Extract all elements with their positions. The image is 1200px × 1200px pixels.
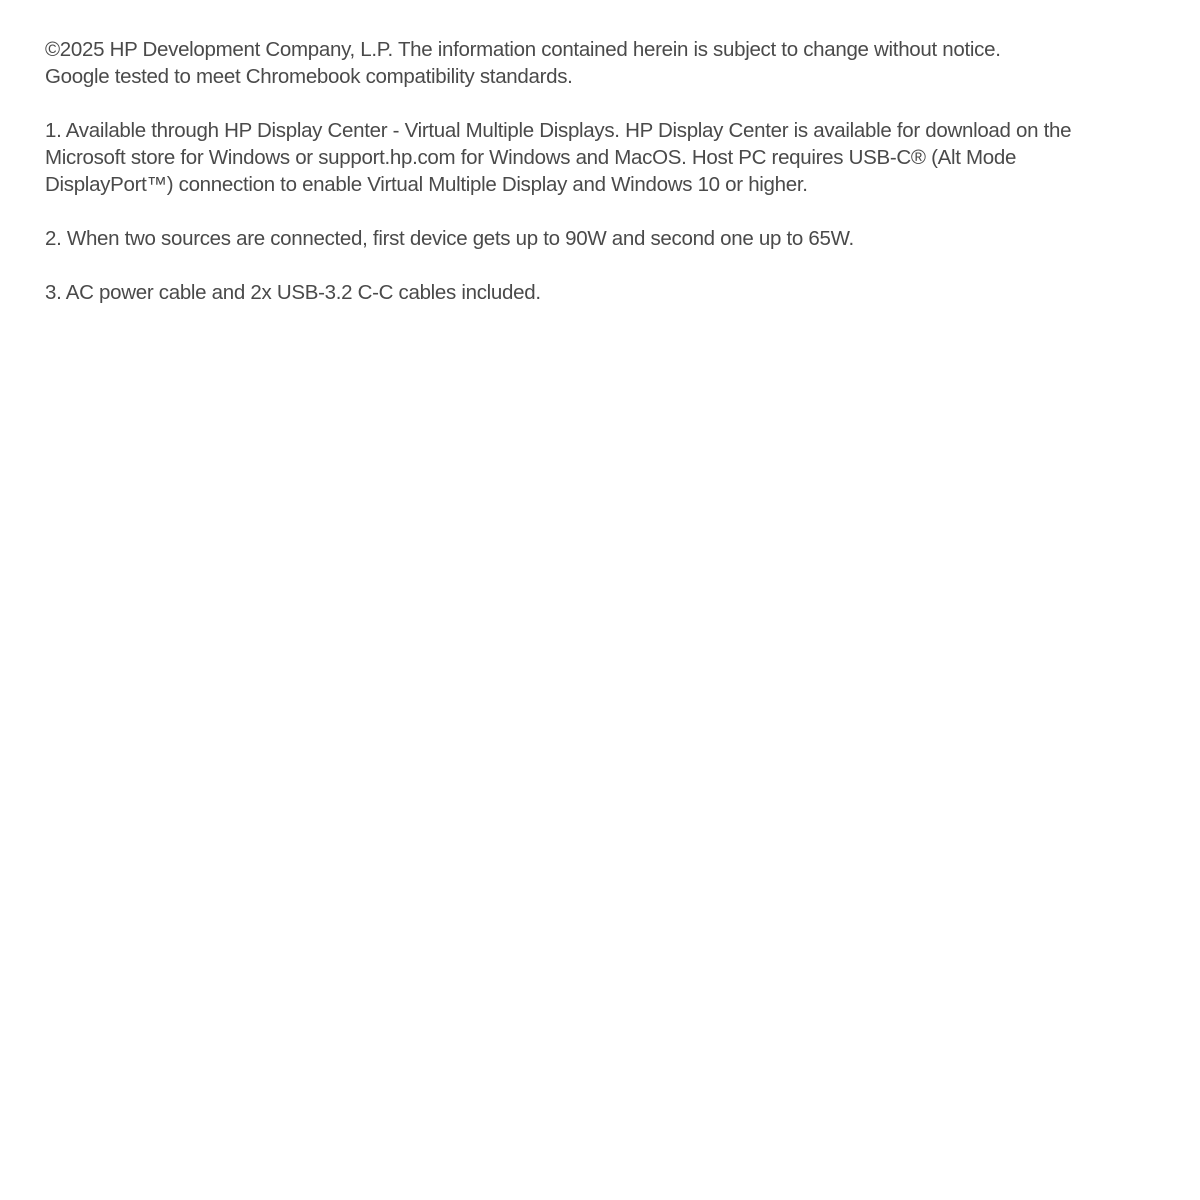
- footnote-2: [45, 225, 1170, 252]
- footnote-2-line-1: 2. When two sources are connected, first device gets up to 90W and second one up to 65W.: [45, 227, 854, 250]
- copyright-line: ©2025 HP Development Company, L.P. The information contained herein is subject to change without notice.: [45, 38, 1001, 61]
- footnote-1-line-3: DisplayPort™) connection to enable Virtual Multiple Display and Windows 10 or higher.: [45, 173, 808, 196]
- footnote-3: [45, 279, 1170, 306]
- footnote-1-line-2: Microsoft store for Windows or support.hp.com for Windows and MacOS. Host PC requires USB-C® (Alt Mode: [45, 146, 1017, 169]
- copyright-notice: [45, 36, 1170, 90]
- chromebook-compatibility-line: Google tested to meet Chromebook compatibility standards.: [45, 65, 573, 88]
- footnote-3-line-1: 3. AC power cable and 2x USB-3.2 C-C cables included.: [45, 281, 541, 304]
- footnote-1: [45, 117, 1170, 198]
- footnote-1-line-1: 1. Available through HP Display Center - Virtual Multiple Displays. HP Display Center is available for download on the: [45, 119, 1072, 142]
